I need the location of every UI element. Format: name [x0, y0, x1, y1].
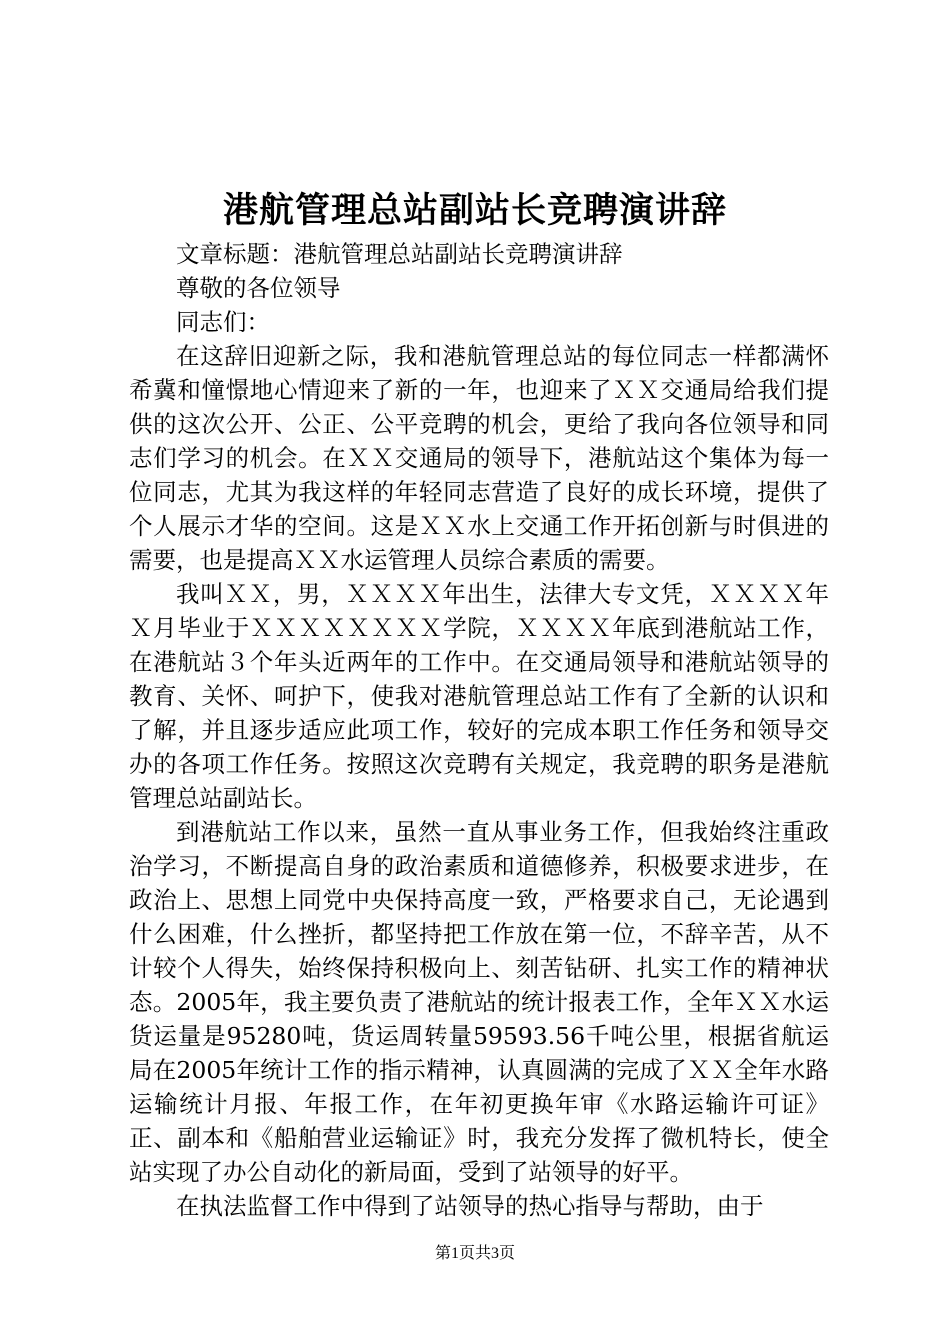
paragraph-intro: 在这辞旧迎新之际，我和港航管理总站的每位同志一样都满怀希冀和憧憬地心情迎来了新的一年，也迎来了ＸＸ交通局给我们提供的这次公开、公正、公平竞聘的机会，更给了我向各位领导和同志们学习的机会。在ＸＸ交通局的领导下，港航站这个集体为每一位同志，尤其为我这样的年轻同志营造了良好的成长环境，提供了个人展示才华的空间。这是ＸＸ水上交通工作开拓创新与时俱进的需要，也是提高ＸＸ水运管理人员综合素质的需要。 — [129, 342, 829, 574]
salutation-leaders: 尊敬的各位领导 — [176, 274, 341, 302]
article-title-line: 文章标题：港航管理总站副站长竞聘演讲辞 — [176, 240, 623, 268]
paragraph-law-enforcement: 在执法监督工作中得到了站领导的热心指导与帮助，由于 — [176, 1192, 764, 1220]
salutation-comrades: 同志们： — [176, 308, 270, 336]
document-body — [129, 237, 829, 1223]
paragraph-self-introduction: 我叫ＸＸ，男，ＸＸＸＸ年出生，法律大专文凭，ＸＸＸＸ年Ｘ月毕业于ＸＸＸＸＸＸＸＸ学院，ＸＸＸＸ年底到港航站工作，在港航站３个年头近两年的工作中。在交通局领导和港航站领导的教育、关怀、呵护下，使我对港航管理总站工作有了全新的认识和了解，并且逐步适应此项工作，较好的完成本职工作任务和领导交办的各项工作任务。按照这次竞聘有关规定，我竞聘的职务是港航管理总站副站长。 — [129, 580, 829, 812]
page-number: 第1页 — [434, 1245, 475, 1262]
paragraph-work-review: 到港航站工作以来，虽然一直从事业务工作，但我始终注重政治学习，不断提高自身的政治素质和道德修养，积极要求进步，在政治上、思想上同党中央保持高度一致，严格要求自己，无论遇到什么困难，什么挫折，都坚持把工作放在第一位，不辞辛苦，从不计较个人得失，始终保持积极向上、刻苦钻研、扎实工作的精神状态。2005年，我主要负责了港航站的统计报表工作，全年ＸＸ水运货运量是95280吨，货运周转量59593.56千吨公里，根据省航运局在2005年统计工作的指示精神，认真圆满的完成了ＸＸ全年水路运输统计月报、年报工作，在年初更换年审《水路运输许可证》正、副本和《船舶营业运输证》时，我充分发挥了微机特长，使全站实现了办公自动化的新局面，受到了站领导的好平。 — [129, 818, 829, 1186]
document-title: 港航管理总站副站长竞聘演讲辞 — [222, 190, 727, 231]
page-footer — [0, 1242, 950, 1266]
page-total: 共3页 — [475, 1245, 516, 1262]
